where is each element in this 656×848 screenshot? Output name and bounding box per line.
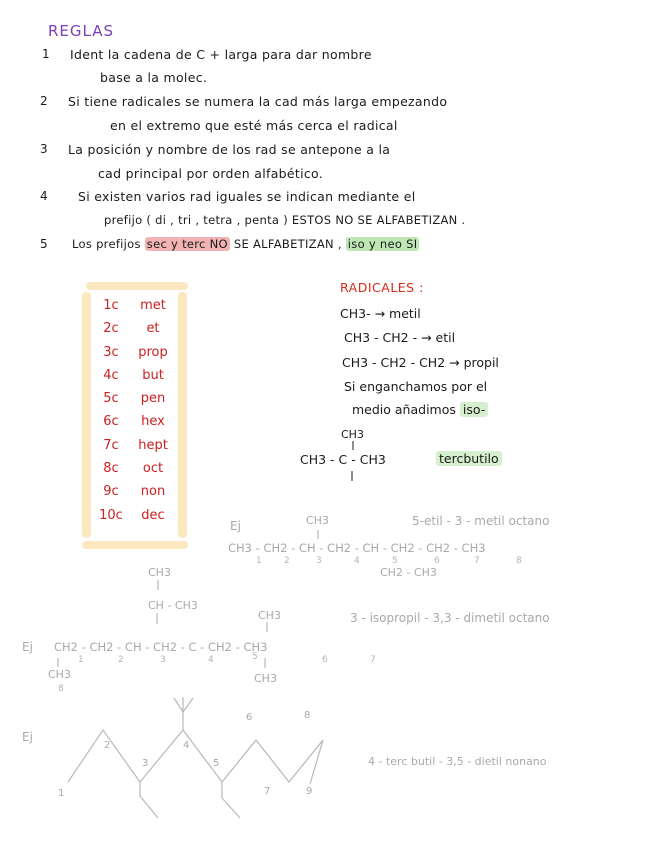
highlight-sec-terc: sec y terc NO — [146, 237, 228, 251]
example-label: Ej — [22, 730, 33, 744]
tercbutyl-formula: CH3 - C - CH3 — [300, 452, 386, 467]
carbon-count: 3c — [103, 344, 119, 360]
ex2-bottom-methyl-1: CH3 — [48, 668, 71, 681]
bond-line — [174, 698, 183, 712]
carbon-count: 8c — [103, 461, 119, 477]
ex2-bottom-methyl-2: CH3 — [254, 672, 277, 685]
ex2-top-methyl: CH3 — [258, 609, 281, 622]
example-label: Ej — [22, 640, 33, 654]
rule-4-line-2: prefijo ( di , tri , tetra , penta ) ESTOS NO SE ALFABETIZAN . — [104, 213, 466, 227]
bond-line — [140, 796, 158, 818]
ex1-substituent: CH2 - CH3 — [380, 566, 437, 579]
page-title: REGLAS — [48, 22, 115, 40]
carbon-count: 6c — [103, 414, 119, 430]
highlight-iso-neo: iso y neo SI — [347, 237, 418, 251]
rule-3-line-1: La posición y nombre de los rad se antepone a la — [68, 142, 391, 157]
carbon-count: 7c — [103, 437, 119, 453]
rule-number: 4 — [40, 189, 48, 203]
carbon-count: 4c — [103, 367, 119, 383]
carbon-number: 4 — [183, 740, 190, 751]
rule-2-line-1: Si tiene radicales se numera la cad más larga empezando — [68, 94, 448, 109]
prefix-name: pen — [140, 391, 166, 407]
carbon-number: 8 — [58, 684, 64, 694]
rule-number: 3 — [40, 142, 48, 156]
carbon-number: 6 — [246, 712, 253, 723]
rule-3-line-2: cad principal por orden alfabético. — [98, 166, 324, 181]
ex2-name: 3 - isopropil - 3,3 - dimetil octano — [350, 611, 550, 625]
radical-line: CH3 - CH2 - → etil — [344, 330, 456, 345]
rule-number: 2 — [40, 94, 48, 108]
carbon-count: 2c — [103, 321, 119, 337]
carbon-number: 3 — [142, 758, 149, 769]
iso-highlight: iso- — [460, 402, 488, 417]
radicales-title: RADICALES : — [340, 280, 424, 295]
carbon-number: 5 — [213, 758, 220, 769]
radical-line: CH3 - CH2 - CH2 → propil — [342, 355, 499, 370]
rule-1-line-1: Ident la cadena de C + larga para dar nombre — [70, 47, 372, 62]
ex1-top-group: CH3 — [306, 514, 329, 527]
rule-2-line-2: en el extremo que esté más cerca el radical — [110, 118, 398, 133]
prefix-name: but — [142, 367, 164, 383]
ex2-top-group: CH3 — [148, 566, 171, 579]
prefix-name: oct — [142, 461, 164, 477]
carbon-count: 10c — [99, 507, 123, 523]
carbon-number: 1 — [58, 788, 65, 799]
rule-1-line-2: base a la molec. — [100, 70, 208, 85]
carbon-number: 6 — [434, 556, 440, 566]
bond-line — [183, 698, 193, 712]
prefix-name: et — [146, 321, 160, 337]
skeletal-chain — [68, 730, 323, 782]
carbon-number: 7 — [264, 786, 271, 797]
carbon-number: 3 — [160, 655, 166, 665]
bond-line — [222, 798, 240, 818]
ex1-name: 5-etil - 3 - metil octano — [412, 514, 550, 528]
carbon-number: 2 — [284, 556, 290, 566]
prefix-name: hept — [138, 437, 168, 453]
carbon-number: 2 — [104, 740, 111, 751]
carbon-count: 1c — [103, 298, 119, 313]
prefix-name: dec — [141, 507, 165, 523]
rule-number: 5 — [40, 237, 48, 251]
ex1-chain: CH3 - CH2 - CH - CH2 - CH - CH2 - CH2 - CH3 — [228, 541, 486, 555]
bond-line — [310, 740, 323, 784]
prefix-name: non — [140, 484, 166, 500]
carbon-number: 1 — [78, 655, 84, 665]
carbon-number: 7 — [474, 556, 480, 566]
carbon-number: 1 — [256, 556, 262, 566]
carbon-number: 5 — [392, 556, 398, 566]
example-label: Ej — [230, 519, 241, 533]
carbon-count: 9c — [103, 484, 119, 500]
carbon-number: 2 — [118, 655, 124, 665]
prefix-name: prop — [138, 344, 168, 360]
tercbutyl-highlight: tercbutilo — [436, 451, 502, 466]
prefix-name: met — [140, 298, 166, 313]
rule-5-prefix: Los prefijos — [72, 237, 141, 251]
carbon-number: 8 — [516, 556, 522, 566]
radical-line: Si enganchamos por el — [344, 379, 488, 394]
carbon-number: 6 — [322, 655, 328, 665]
carbon-number: 9 — [306, 786, 313, 797]
carbon-number: 8 — [304, 710, 311, 721]
radical-line: CH3- → metil — [340, 306, 421, 321]
carbon-number: 4 — [208, 655, 214, 665]
rule-5-mid: SE ALFABETIZAN , — [233, 237, 342, 251]
ex2-isopropyl: CH - CH3 — [148, 599, 198, 612]
carbon-count: 5c — [103, 391, 119, 407]
carbon-number: 7 — [370, 655, 376, 665]
rule-number: 1 — [42, 47, 50, 61]
carbon-number: 5 — [252, 652, 258, 662]
iso-prefix-text: medio añadimos — [352, 402, 456, 417]
tercbutyl-top: CH3 — [341, 428, 364, 441]
carbon-number: 4 — [354, 556, 360, 566]
ex3-name: 4 - terc butil - 3,5 - dietil nonano — [368, 755, 547, 768]
carbon-number: 3 — [316, 556, 322, 566]
ex2-chain: CH2 - CH2 - CH - CH2 - C - CH2 - CH3 — [54, 640, 268, 654]
rule-4-line-1: Si existen varios rad iguales se indican mediante el — [78, 189, 416, 204]
prefix-name: hex — [141, 414, 165, 430]
